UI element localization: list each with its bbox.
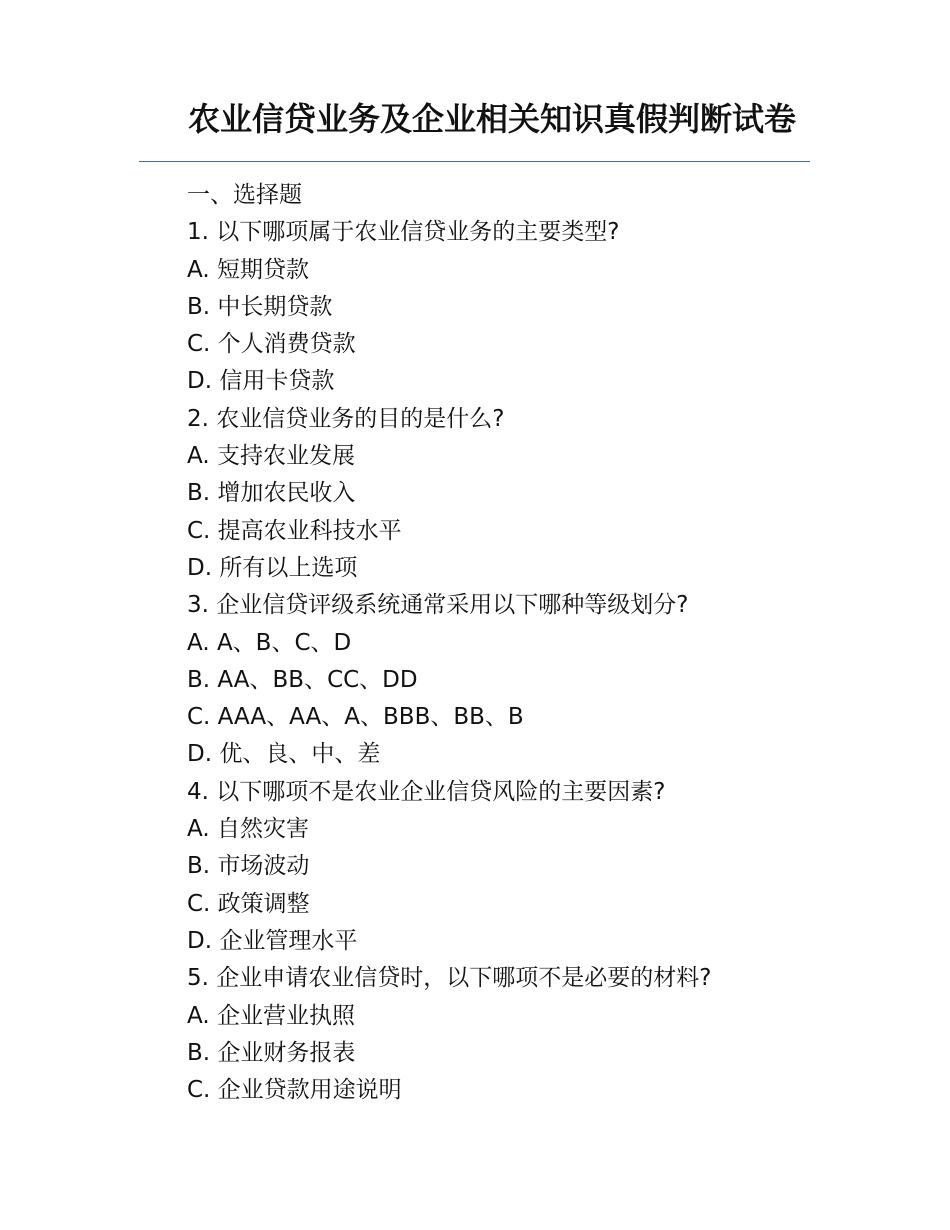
option-line: B. 企业财务报表 xyxy=(187,1039,356,1066)
document-body xyxy=(187,177,807,1109)
option-line: D. 企业管理水平 xyxy=(187,927,358,954)
section-heading: 一、选择题 xyxy=(187,182,302,208)
option-line: A. 自然灾害 xyxy=(187,816,309,843)
option-line: B. 中长期贷款 xyxy=(187,293,333,320)
option-line: B. AA、BB、CC、DD xyxy=(187,666,418,693)
option-line: C. 政策调整 xyxy=(187,890,310,917)
document-title: 农业信贷业务及企业相关知识真假判断试卷 xyxy=(188,100,797,138)
title-underline xyxy=(139,161,810,162)
option-line: C. 提高农业科技水平 xyxy=(187,517,402,544)
option-line: C. 企业贷款用途说明 xyxy=(187,1077,402,1104)
question-2: 2. 农业信贷业务的目的是什么? xyxy=(187,405,505,432)
option-line: D. 信用卡贷款 xyxy=(187,368,335,395)
option-line: B. 增加农民收入 xyxy=(187,480,356,507)
option-line: B. 市场波动 xyxy=(187,853,310,880)
option-line: D. 优、良、中、差 xyxy=(187,741,381,768)
question-5: 5. 企业申请农业信贷时，以下哪项不是必要的材料? xyxy=(187,965,712,992)
option-line: D. 所有以上选项 xyxy=(187,554,358,581)
question-1: 1. 以下哪项属于农业信贷业务的主要类型? xyxy=(187,219,620,246)
option-line: A. A、B、C、D xyxy=(187,629,352,656)
option-line: A. 企业营业执照 xyxy=(187,1002,355,1029)
option-line: A. 支持农业发展 xyxy=(187,443,355,470)
question-3: 3. 企业信贷评级系统通常采用以下哪种等级划分? xyxy=(187,592,689,619)
option-line: C. AAA、AA、A、BBB、BB、B xyxy=(187,704,524,731)
question-4: 4. 以下哪项不是农业企业信贷风险的主要因素? xyxy=(187,778,666,805)
option-line: A. 短期贷款 xyxy=(187,256,309,283)
option-line: C. 个人消费贷款 xyxy=(187,331,356,358)
